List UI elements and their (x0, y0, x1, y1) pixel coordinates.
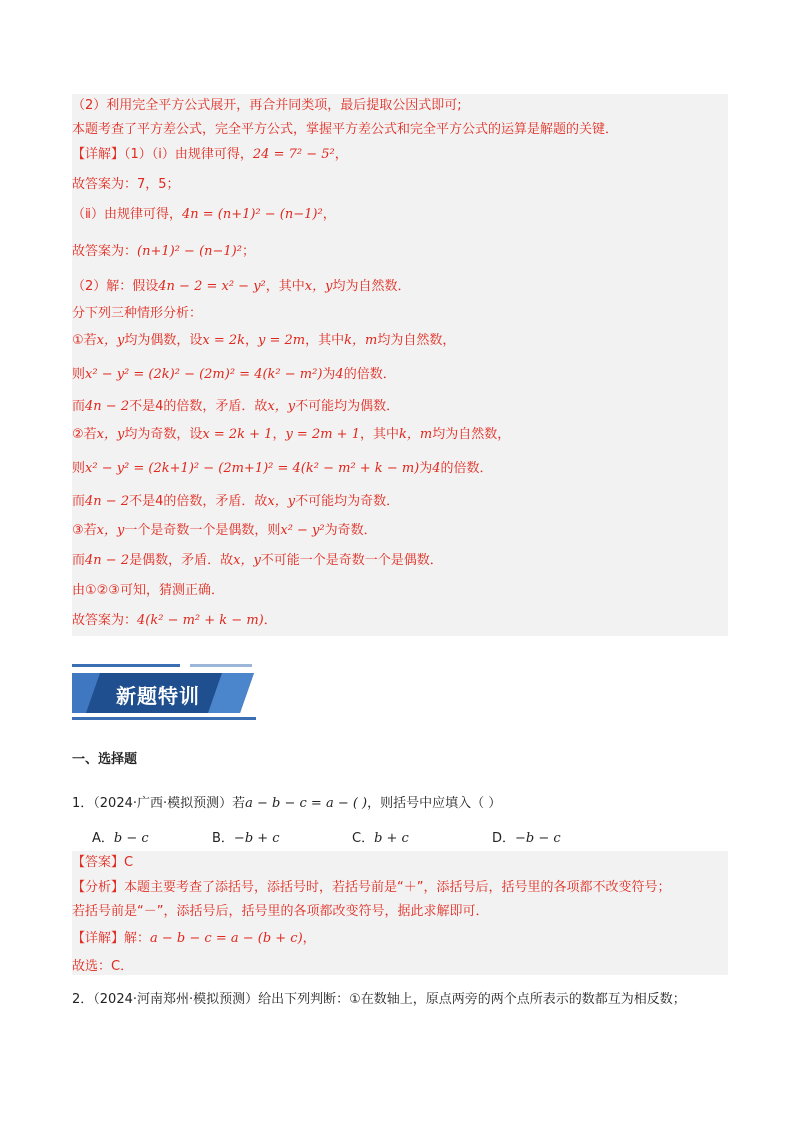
text: （2）解：假设 (72, 279, 159, 294)
text: ， (334, 147, 348, 162)
text: 而 (72, 553, 86, 568)
text: 的倍数． (343, 367, 396, 382)
text: （1）（ⅰ）由规律可得， (124, 147, 253, 162)
text: 均为偶数，设 (124, 333, 203, 348)
math: y = 2m (258, 333, 306, 348)
text: 则 (72, 461, 86, 476)
math: x，y (96, 333, 125, 348)
text: 为奇数． (324, 523, 377, 538)
math: a − b − c = a − ( ) (245, 796, 368, 811)
text: ②若 (72, 427, 97, 442)
option-math: b − c (113, 831, 149, 846)
choose-line: 故选：C． (72, 959, 134, 974)
solution-line (72, 243, 255, 261)
section-banner (72, 664, 256, 720)
text: （ⅱ）由规律可得， (72, 207, 182, 222)
text: ①若 (72, 333, 97, 348)
banner-bottom-bar (72, 717, 256, 720)
math: x² − y² = (2k+1)² − (2m+1)² = 4(k² − m² + k − m) (85, 461, 420, 476)
math: x，y (233, 553, 261, 568)
banner-top-bar (72, 664, 180, 667)
solution-line (72, 460, 493, 478)
text: ， (322, 207, 336, 222)
text: 不是4的倍数，矛盾．故 (129, 494, 268, 509)
text: ，其中 (305, 333, 345, 348)
solution-line (72, 522, 377, 540)
math: x = 2k (202, 333, 245, 348)
math: (n+1)² − (n−1)² (137, 244, 242, 259)
text: ； (241, 244, 255, 259)
question-2-stem: 2．（2024·河南郑州·模拟预测）给出下列判断：①在数轴上，原点两旁的两个点所表示的数都互为相反数； (72, 992, 686, 1007)
text: 是偶数，矛盾．故 (129, 553, 234, 568)
solution-line (72, 398, 399, 416)
math: x，y (267, 494, 296, 509)
math: 4 (335, 367, 344, 382)
math: x² − y² = (2k)² − (2m)² = 4(k² − m²) (85, 367, 323, 382)
text: 【详解】解： (72, 931, 151, 946)
solution-line (72, 146, 348, 164)
text: 则 (72, 367, 86, 382)
solution-line: （2）利用完全平方公式展开，再合并同类项，最后提取公因式即可; (72, 98, 462, 113)
text: 不是4的倍数，矛盾．故 (129, 399, 268, 414)
text: ，则括号中应填入（ ） (367, 796, 502, 811)
option-label: C． (352, 831, 375, 846)
solution-line (72, 366, 396, 384)
text: 故答案为： (72, 244, 138, 259)
option-a[interactable] (92, 827, 149, 846)
solution-line: 由①②③可知，猜测正确． (72, 583, 224, 598)
solution-line (72, 552, 443, 570)
text: 不可能均为偶数． (295, 399, 400, 414)
detail-line (72, 930, 316, 948)
text: 不可能一个是奇数一个是偶数． (260, 553, 443, 568)
text: ． (263, 613, 277, 628)
math: 4 (432, 461, 441, 476)
text: 而 (72, 399, 86, 414)
text: 均为自然数， (377, 333, 456, 348)
banner-title: 新题特训 (116, 684, 200, 708)
option-label: D． (492, 831, 516, 846)
solution-line: 本题考查了平方差公式，完全平方公式，掌握平方差公式和完全平方公式的运算是解题的关键． (72, 122, 619, 137)
text: ， (272, 427, 286, 442)
math: 4n = (n+1)² − (n−1)² (181, 207, 323, 222)
math: 4n − 2 (85, 399, 130, 414)
solution-line (72, 426, 510, 444)
text: ，其中 (265, 279, 305, 294)
solution-line: 故答案为：7，5； (72, 177, 180, 192)
option-label: B． (212, 831, 234, 846)
analysis-line: 【分析】本题主要考查了添括号，添括号时，若括号前是“＋”，添括号后，括号里的各项都不改变符号； (72, 880, 671, 895)
solution-line (72, 278, 411, 296)
math: a − b − c = a − (b + c) (150, 931, 303, 946)
option-b[interactable] (212, 827, 280, 846)
question-1-stem (72, 795, 501, 813)
math: x，y (304, 279, 333, 294)
text: ， (302, 931, 316, 946)
math: y = 2m + 1 (285, 427, 360, 442)
math: 4(k² − m² + k − m) (137, 613, 264, 628)
option-math: b + c (374, 831, 409, 846)
text: 为 (419, 461, 433, 476)
option-math: −b − c (515, 831, 561, 846)
text: 故答案为： (72, 613, 138, 628)
text: 均为自然数． (332, 279, 411, 294)
math: x² − y² (280, 523, 325, 538)
solution-line: 分下列三种情形分析： (72, 306, 203, 321)
text: ，其中 (359, 427, 399, 442)
detail-label: 【详解】 (72, 147, 125, 162)
option-d[interactable] (492, 827, 561, 846)
math: 24 = 7² − 5² (252, 147, 335, 162)
analysis-line: 若括号前是“－”，添括号后，括号里的各项都改变符号，据此求解即可． (72, 904, 489, 919)
text: ③若 (72, 523, 97, 538)
math: x，y (96, 427, 125, 442)
math: 4n − 2 = x² − y² (158, 279, 266, 294)
option-c[interactable] (352, 827, 409, 846)
banner-top-bar-light (190, 664, 252, 667)
solution-line (72, 206, 336, 224)
solution-line (72, 493, 399, 511)
math: k，m (399, 427, 433, 442)
text: 1．（2024·广西·模拟预测）若 (72, 796, 246, 811)
text: 均为自然数， (432, 427, 511, 442)
option-label: A． (92, 831, 114, 846)
math: x，y (267, 399, 296, 414)
text: 均为奇数，设 (124, 427, 203, 442)
solution-line (72, 612, 277, 630)
math: x，y (96, 523, 125, 538)
answer-line: 【答案】C (72, 855, 134, 870)
option-math: −b + c (233, 831, 280, 846)
text: ， (245, 333, 259, 348)
section-title: 一、选择题 (72, 752, 138, 767)
text: 不可能均为奇数． (295, 494, 400, 509)
math: x = 2k + 1 (202, 427, 273, 442)
text: 而 (72, 494, 86, 509)
text: 的倍数． (440, 461, 493, 476)
text: 为 (322, 367, 336, 382)
math: 4n − 2 (85, 494, 130, 509)
text: 一个是奇数一个是偶数，则 (124, 523, 281, 538)
math: 4n − 2 (85, 553, 130, 568)
solution-line (72, 332, 455, 350)
math: k，m (344, 333, 378, 348)
